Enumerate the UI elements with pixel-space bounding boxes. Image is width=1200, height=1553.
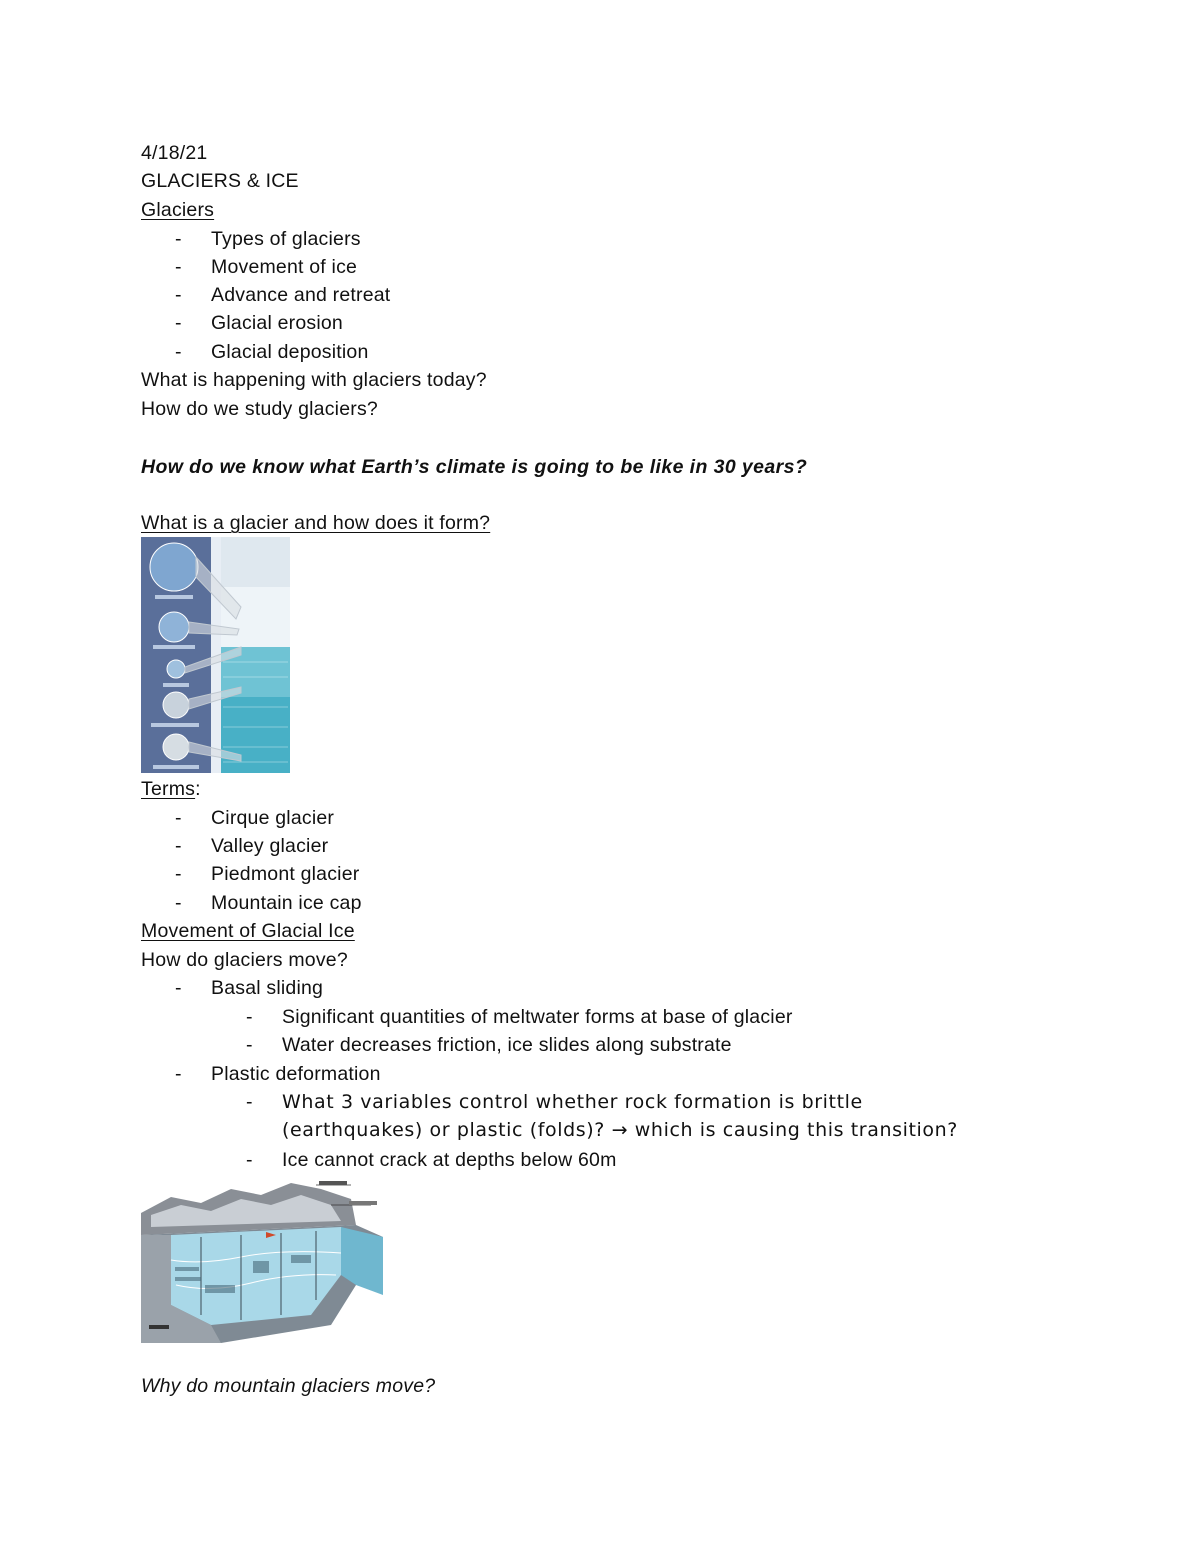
section-heading-movement: Movement of Glacial Ice (141, 920, 355, 942)
date: 4/18/21 (141, 142, 208, 164)
question-today: What is happening with glaciers today? (141, 369, 487, 391)
question-study: How do we study glaciers? (141, 398, 378, 420)
dash-bullet: - (246, 1149, 253, 1171)
list-item: - Cirque glacier (175, 807, 335, 829)
list-item: - Mountain ice cap (175, 892, 362, 914)
dash-bullet: - (175, 341, 182, 363)
list-item: - Significant quantities of meltwater forms at base of glacier (246, 1006, 793, 1028)
section-heading-glaciers: Glaciers (141, 199, 215, 221)
list-item: - Types of glaciers (175, 228, 361, 250)
dash-bullet: - (175, 228, 182, 250)
list-item: - Ice cannot crack at depths below 60m (246, 1149, 617, 1171)
dash-bullet: - (175, 835, 182, 857)
list-item: - Advance and retreat (175, 284, 391, 306)
dash-bullet: - (175, 807, 182, 829)
list-item: - Basal sliding (175, 977, 324, 999)
list-item: - Movement of ice (175, 256, 358, 278)
list-item: - Piedmont glacier (175, 863, 360, 885)
list-item: - What 3 variables control whether rock formation is brittle (246, 1091, 863, 1113)
dash-bullet: - (175, 256, 182, 278)
dash-bullet: - (246, 1034, 253, 1056)
terms-heading: Terms: (141, 778, 201, 800)
dash-bullet: - (175, 1063, 182, 1085)
snow-to-ice-figure (141, 537, 290, 773)
list-item: - Glacial erosion (175, 312, 343, 334)
document-page: 4/18/21 GLACIERS & ICE Glaciers - Types of glaciers - Movement of ice - Advance and retreat - Glacial erosion - Glacial deposition What is happening with glaciers today? How do we study glaciers? How do we know what Earth’s climate is going to be like in 30 years? What is a glacier and how does it form? Terms: - Cirque glacier - Valley glacier - Piedmont glacier - Mountain ice cap Movement of Glacial Ice How do glaciers move? - Basal sliding - Significant quantities of meltwater forms at base of glacier - Water decreases friction, ice slides along substrate - Plastic deformation - What 3 variables control whether rock formation is brittle (earthquakes) or plastic (folds)? → which is causing this transition? - Ice cannot crack at depths below 60m Why do mountain glaciers move? (0, 0, 1200, 1553)
glacier-movement-block-diagram (141, 1175, 383, 1343)
list-item: - Valley glacier (175, 835, 329, 857)
key-question: How do we know what Earth’s climate is going to be like in 30 years? (141, 456, 808, 478)
list-item: - Plastic deformation (175, 1063, 381, 1085)
section-heading-formation: What is a glacier and how does it form? (141, 512, 491, 534)
doc-title: GLACIERS & ICE (141, 170, 299, 192)
dash-bullet: - (175, 977, 182, 999)
dash-bullet: - (246, 1006, 253, 1028)
dash-bullet: - (175, 863, 182, 885)
dash-bullet: - (175, 892, 182, 914)
closing-question: Why do mountain glaciers move? (141, 1375, 436, 1397)
dash-bullet: - (246, 1091, 253, 1113)
list-item: - Glacial deposition (175, 341, 369, 363)
question-move: How do glaciers move? (141, 949, 348, 971)
list-item: - Water decreases friction, ice slides along substrate (246, 1034, 732, 1056)
dash-bullet: - (175, 284, 182, 306)
dash-bullet: - (175, 312, 182, 334)
